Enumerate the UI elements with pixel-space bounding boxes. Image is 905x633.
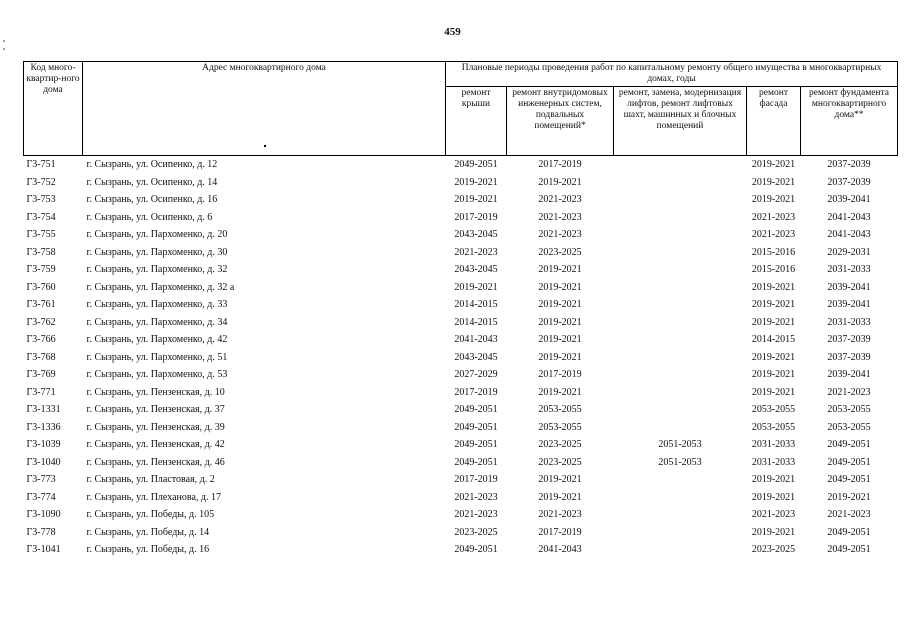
cell-address: г. Сызрань, ул. Осипенко, д. 6	[86, 211, 213, 223]
cell-code: Г3-1041	[26, 544, 61, 556]
cell-address: г. Сызрань, ул. Пархоменко, д. 42	[86, 334, 228, 346]
cell-elevators	[614, 506, 747, 524]
cell-engineering: 2017-2019	[538, 369, 582, 381]
cell-foundation: 2049-2051	[827, 456, 871, 468]
cell-elevators	[614, 366, 747, 384]
cell-elevators	[614, 471, 747, 489]
table-body	[24, 156, 898, 559]
table-row	[24, 296, 898, 314]
cell-foundation: 2021-2023	[827, 509, 871, 521]
cell-address: г. Сызрань, ул. Пензенская, д. 39	[86, 421, 225, 433]
cell-address: г. Сызрань, ул. Пархоменко, д. 20	[86, 229, 228, 241]
table-row	[24, 489, 898, 507]
header-periods: Плановые периоды проведения работ по капитальному ремонту общего имущества в многоквартирных домах, годы	[446, 62, 898, 87]
cell-address: г. Сызрань, ул. Пархоменко, д. 32 а	[86, 281, 235, 293]
cell-elevators	[614, 524, 747, 542]
cell-foundation: 2039-2041	[827, 299, 871, 311]
table-row	[24, 401, 898, 419]
repair-schedule-table	[23, 61, 898, 559]
cell-code: Г3-1039	[26, 439, 61, 451]
cell-roof: 2043-2045	[454, 264, 498, 276]
table-row	[24, 506, 898, 524]
cell-foundation: 2049-2051	[827, 439, 871, 451]
cell-roof: 2021-2023	[454, 509, 498, 521]
cell-facade: 2019-2021	[751, 176, 796, 188]
cell-engineering: 2019-2021	[538, 281, 582, 293]
cell-address: г. Сызрань, ул. Пластовая, д. 2	[86, 474, 215, 486]
cell-address: г. Сызрань, ул. Пензенская, д. 42	[86, 439, 225, 451]
cell-foundation: 2031-2033	[827, 316, 871, 328]
cell-elevators	[614, 244, 747, 262]
cell-roof: 2019-2021	[454, 194, 498, 206]
cell-facade: 2019-2021	[751, 386, 796, 398]
cell-code: Г3-760	[26, 281, 56, 293]
cell-address: г. Сызрань, ул. Пархоменко, д. 53	[86, 369, 228, 381]
cell-code: Г3-778	[26, 526, 56, 538]
cell-elevators	[614, 209, 747, 227]
cell-roof: 2023-2025	[454, 526, 498, 538]
cell-facade: 2023-2025	[751, 544, 796, 556]
page-number: 459	[444, 26, 461, 38]
cell-code: Г3-769	[26, 369, 56, 381]
cell-elevators	[614, 226, 747, 244]
cell-engineering: 2023-2025	[538, 246, 582, 258]
cell-roof: 2021-2023	[454, 491, 498, 503]
cell-foundation: 2041-2043	[827, 211, 871, 223]
table-row	[24, 471, 898, 489]
cell-engineering: 2017-2019	[538, 159, 582, 171]
table-row	[24, 436, 898, 454]
cell-roof: 2049-2051	[454, 159, 498, 171]
cell-roof: 2027-2029	[454, 369, 498, 381]
cell-engineering: 2053-2055	[538, 421, 582, 433]
cell-facade: 2021-2023	[751, 211, 796, 223]
header-roof: ремонт крыши	[446, 87, 507, 156]
cell-code: Г3-1336	[26, 421, 61, 433]
cell-code: Г3-751	[26, 159, 56, 171]
cell-foundation: 2039-2041	[827, 369, 871, 381]
cell-foundation: 2029-2031	[827, 246, 871, 258]
table-row	[24, 279, 898, 297]
cell-roof: 2014-2015	[454, 316, 498, 328]
cell-foundation: 2037-2039	[827, 334, 871, 346]
table-row	[24, 314, 898, 332]
cell-code: Г3-771	[26, 386, 56, 398]
cell-engineering: 2019-2021	[538, 474, 582, 486]
cell-engineering: 2019-2021	[538, 386, 582, 398]
cell-facade: 2019-2021	[751, 369, 796, 381]
cell-elevators	[614, 384, 747, 402]
header-address	[83, 62, 446, 156]
cell-address: г. Сызрань, ул. Победы, д. 105	[86, 509, 215, 521]
cell-facade: 2019-2021	[751, 474, 796, 486]
cell-code: Г3-753	[26, 194, 56, 206]
cell-elevators: 2051-2053	[658, 439, 702, 451]
header-row-top	[24, 62, 898, 87]
cell-elevators	[614, 191, 747, 209]
table-row	[24, 244, 898, 262]
table-row	[24, 366, 898, 384]
cell-address: г. Сызрань, ул. Пензенская, д. 10	[86, 386, 225, 398]
cell-roof: 2049-2051	[454, 544, 498, 556]
header-code: Код много-квартир-ного дома	[24, 62, 83, 156]
cell-code: Г3-766	[26, 334, 56, 346]
cell-facade: 2015-2016	[751, 264, 796, 276]
cell-foundation: 2049-2051	[827, 474, 871, 486]
cell-elevators	[614, 331, 747, 349]
cell-foundation: 2039-2041	[827, 281, 871, 293]
cell-roof: 2043-2045	[454, 229, 498, 241]
table-row	[24, 524, 898, 542]
cell-foundation: 2019-2021	[827, 491, 871, 503]
cell-address: г. Сызрань, ул. Осипенко, д. 12	[86, 159, 218, 171]
cell-engineering: 2017-2019	[538, 526, 582, 538]
cell-facade: 2019-2021	[751, 316, 796, 328]
table-row	[24, 226, 898, 244]
cell-code: Г3-1040	[26, 456, 61, 468]
cell-engineering: 2019-2021	[538, 351, 582, 363]
scan-speck	[3, 48, 5, 50]
cell-address: г. Сызрань, ул. Победы, д. 14	[86, 526, 210, 538]
cell-roof: 2049-2051	[454, 456, 498, 468]
cell-facade: 2019-2021	[751, 299, 796, 311]
table-row	[24, 541, 898, 559]
cell-facade: 2053-2055	[751, 404, 796, 416]
cell-elevators	[614, 156, 747, 174]
cell-address: г. Сызрань, ул. Осипенко, д. 14	[86, 176, 218, 188]
table-row	[24, 419, 898, 437]
table-row	[24, 384, 898, 402]
cell-address: г. Сызрань, ул. Пензенская, д. 46	[86, 456, 225, 468]
cell-elevators	[614, 541, 747, 559]
cell-code: Г3-754	[26, 211, 56, 223]
cell-code: Г3-774	[26, 491, 56, 503]
cell-address: г. Сызрань, ул. Плеханова, д. 17	[86, 491, 222, 503]
table-row	[24, 174, 898, 192]
cell-code: Г3-758	[26, 246, 56, 258]
cell-elevators	[614, 279, 747, 297]
cell-facade: 2014-2015	[751, 334, 796, 346]
cell-foundation: 2037-2039	[827, 351, 871, 363]
cell-facade: 2019-2021	[751, 491, 796, 503]
cell-engineering: 2019-2021	[538, 264, 582, 276]
cell-elevators	[614, 419, 747, 437]
cell-elevators	[614, 489, 747, 507]
cell-roof: 2043-2045	[454, 351, 498, 363]
header-engineering: ремонт внутридомовых инженерных систем, подвальных помещений*	[507, 87, 614, 156]
cell-code: Г3-773	[26, 474, 56, 486]
cell-roof: 2017-2019	[454, 386, 498, 398]
cell-roof: 2049-2051	[454, 404, 498, 416]
cell-code: Г3-761	[26, 299, 56, 311]
cell-roof: 2049-2051	[454, 421, 498, 433]
cell-foundation: 2037-2039	[827, 176, 871, 188]
cell-foundation: 2053-2055	[827, 421, 871, 433]
cell-facade: 2019-2021	[751, 526, 796, 538]
table-row	[24, 349, 898, 367]
cell-roof: 2017-2019	[454, 211, 498, 223]
cell-engineering: 2021-2023	[538, 194, 582, 206]
cell-facade: 2019-2021	[751, 281, 796, 293]
cell-code: Г3-759	[26, 264, 56, 276]
cell-elevators: 2051-2053	[658, 456, 702, 468]
cell-code: Г3-752	[26, 176, 56, 188]
cell-engineering: 2021-2023	[538, 509, 582, 521]
cell-facade: 2021-2023	[751, 229, 796, 241]
table-row	[24, 331, 898, 349]
scan-speck	[3, 40, 5, 42]
table-row	[24, 191, 898, 209]
cell-elevators	[614, 314, 747, 332]
cell-engineering: 2019-2021	[538, 316, 582, 328]
cell-roof: 2017-2019	[454, 474, 498, 486]
table-row	[24, 156, 898, 174]
cell-address: г. Сызрань, ул. Победы, д. 16	[86, 544, 210, 556]
cell-roof: 2021-2023	[454, 246, 498, 258]
cell-engineering: 2019-2021	[538, 299, 582, 311]
table-row	[24, 209, 898, 227]
cell-engineering: 2053-2055	[538, 404, 582, 416]
cell-address: г. Сызрань, ул. Пархоменко, д. 32	[86, 264, 228, 276]
cell-foundation: 2053-2055	[827, 404, 871, 416]
cell-foundation: 2021-2023	[827, 386, 871, 398]
header-elevators: ремонт, замена, модернизация лифтов, ремонт лифтовых шахт, машинных и блочных помещений	[614, 87, 747, 156]
table-row	[24, 454, 898, 472]
cell-elevators	[614, 349, 747, 367]
header-facade: ремонт фасада	[747, 87, 801, 156]
cell-code: Г3-1331	[26, 404, 61, 416]
cell-facade: 2019-2021	[751, 159, 796, 171]
cell-facade: 2021-2023	[751, 509, 796, 521]
cell-foundation: 2049-2051	[827, 526, 871, 538]
cell-facade: 2053-2055	[751, 421, 796, 433]
cell-engineering: 2023-2025	[538, 439, 582, 451]
cell-roof: 2014-2015	[454, 299, 498, 311]
cell-roof: 2019-2021	[454, 176, 498, 188]
cell-roof: 2019-2021	[454, 281, 498, 293]
cell-engineering: 2021-2023	[538, 211, 582, 223]
cell-code: Г3-768	[26, 351, 56, 363]
cell-foundation: 2049-2051	[827, 544, 871, 556]
cell-elevators	[614, 401, 747, 419]
table-row	[24, 261, 898, 279]
cell-facade: 2019-2021	[751, 351, 796, 363]
cell-foundation: 2037-2039	[827, 159, 871, 171]
cell-address: г. Сызрань, ул. Пензенская, д. 37	[86, 404, 225, 416]
cell-facade: 2019-2021	[751, 194, 796, 206]
header-address-label: Адрес многоквартирного дома	[202, 63, 326, 73]
cell-facade: 2031-2033	[751, 456, 796, 468]
cell-code: Г3-755	[26, 229, 56, 241]
cell-elevators	[614, 296, 747, 314]
cell-elevators	[614, 261, 747, 279]
cell-foundation: 2039-2041	[827, 194, 871, 206]
cell-address: г. Сызрань, ул. Пархоменко, д. 30	[86, 246, 228, 258]
cell-address: г. Сызрань, ул. Пархоменко, д. 51	[86, 351, 228, 363]
cell-foundation: 2031-2033	[827, 264, 871, 276]
cell-engineering: 2021-2023	[538, 229, 582, 241]
header-dot	[264, 145, 266, 147]
cell-code: Г3-762	[26, 316, 56, 328]
cell-roof: 2049-2051	[454, 439, 498, 451]
cell-code: Г3-1090	[26, 509, 61, 521]
cell-engineering: 2023-2025	[538, 456, 582, 468]
cell-address: г. Сызрань, ул. Пархоменко, д. 34	[86, 316, 228, 328]
cell-facade: 2031-2033	[751, 439, 796, 451]
cell-address: г. Сызрань, ул. Осипенко, д. 16	[86, 194, 218, 206]
cell-engineering: 2019-2021	[538, 491, 582, 503]
cell-address: г. Сызрань, ул. Пархоменко, д. 33	[86, 299, 228, 311]
header-foundation: ремонт фундамента многоквартирного дома**	[801, 87, 898, 156]
cell-facade: 2015-2016	[751, 246, 796, 258]
cell-engineering: 2041-2043	[538, 544, 582, 556]
cell-engineering: 2019-2021	[538, 176, 582, 188]
cell-engineering: 2019-2021	[538, 334, 582, 346]
cell-elevators	[614, 174, 747, 192]
cell-foundation: 2041-2043	[827, 229, 871, 241]
cell-roof: 2041-2043	[454, 334, 498, 346]
